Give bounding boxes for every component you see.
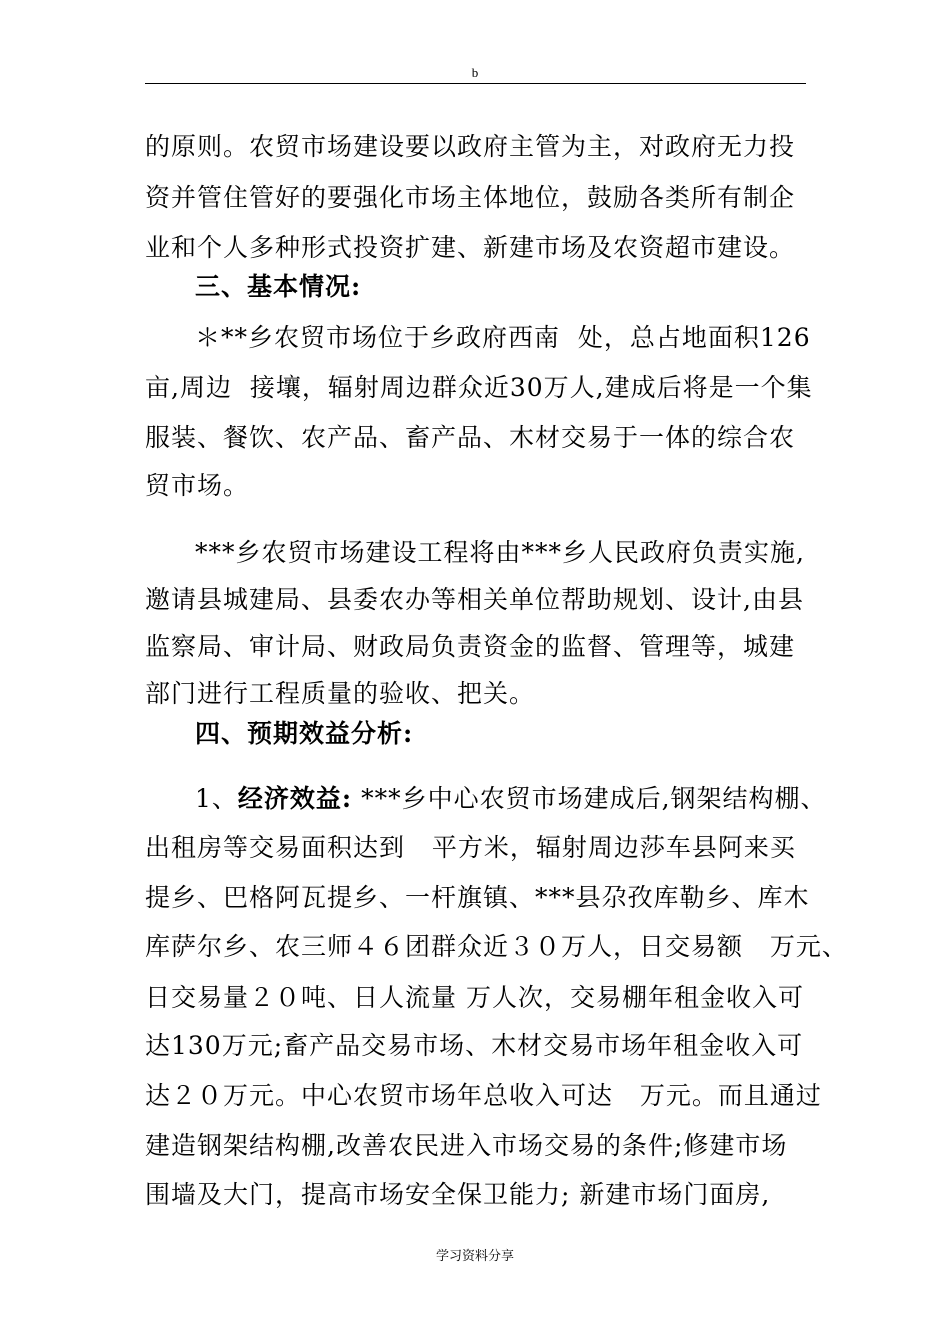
paragraph-line: 业和个人多种形式投资扩建、新建市场及农资超市建设。 — [145, 233, 796, 262]
paragraph-line: 邀请县城建局、县委农办等相关单位帮助规划、设计,由县 — [145, 585, 804, 614]
section-heading: 四、预期效益分析: — [195, 719, 414, 748]
page-header: b — [471, 65, 479, 80]
paragraph-line: 达２０万元。中心农贸市场年总收入可达 万元。而且通过 — [145, 1081, 822, 1110]
paragraph-line: 部门进行工程质量的验收、把关。 — [145, 679, 536, 708]
paragraph-line: 出租房等交易面积达到 平方米，辐射周边莎车县阿来买 — [145, 833, 796, 862]
paragraph-line: 监察局、审计局、财政局负责资金的监督、管理等，城建 — [145, 632, 796, 661]
paragraph-line: 贸市场。 — [145, 471, 250, 500]
section-heading: 三、基本情况: — [195, 272, 362, 301]
header-rule — [145, 83, 806, 84]
paragraph-line — [195, 784, 827, 814]
paragraph-line: ***乡农贸市场建设工程将由***乡人民政府负责实施, — [195, 538, 805, 567]
paragraph-line: 库萨尔乡、农三师４６团群众近３０万人，日交易额 万元、 — [145, 932, 848, 961]
paragraph-line: 提乡、巴格阿瓦提乡、一杆旗镇、***县尕孜库勒乡、库木 — [145, 883, 810, 912]
paragraph-line: 日交易量２０吨、日人流量 万人次，交易棚年租金收入可 — [145, 983, 804, 1012]
paragraph-line: 达130万元;畜产品交易市场、木材交易市场年租金收入可 — [145, 1031, 804, 1060]
paragraph-line: 的原则。农贸市场建设要以政府主管为主，对政府无力投 — [145, 132, 796, 161]
paragraph-line: 建造钢架结构棚,改善农民进入市场交易的条件;修建市场 — [145, 1131, 788, 1160]
inline-heading: 经济效益: — [237, 784, 353, 813]
paragraph-line: 资并管住管好的要强化市场主体地位，鼓励各类所有制企 — [145, 183, 796, 212]
paragraph-line: 亩,周边 接壤，辐射周边群众近30万人,建成后将是一个集 — [145, 373, 813, 402]
paragraph-line: 服装、餐饮、农产品、畜产品、木材交易于一体的综合农 — [145, 423, 796, 452]
list-number: 1、 — [195, 784, 238, 813]
paragraph-text: ***乡中心农贸市场建成后,钢架结构棚、 — [352, 784, 827, 813]
paragraph-line: 围墙及大门，提高市场安全保卫能力; 新建市场门面房, — [145, 1180, 771, 1209]
paragraph-line: ＊**乡农贸市场位于乡政府西南 处，总占地面积126 — [195, 323, 811, 352]
page-footer: 学习资料分享 — [435, 1249, 514, 1264]
